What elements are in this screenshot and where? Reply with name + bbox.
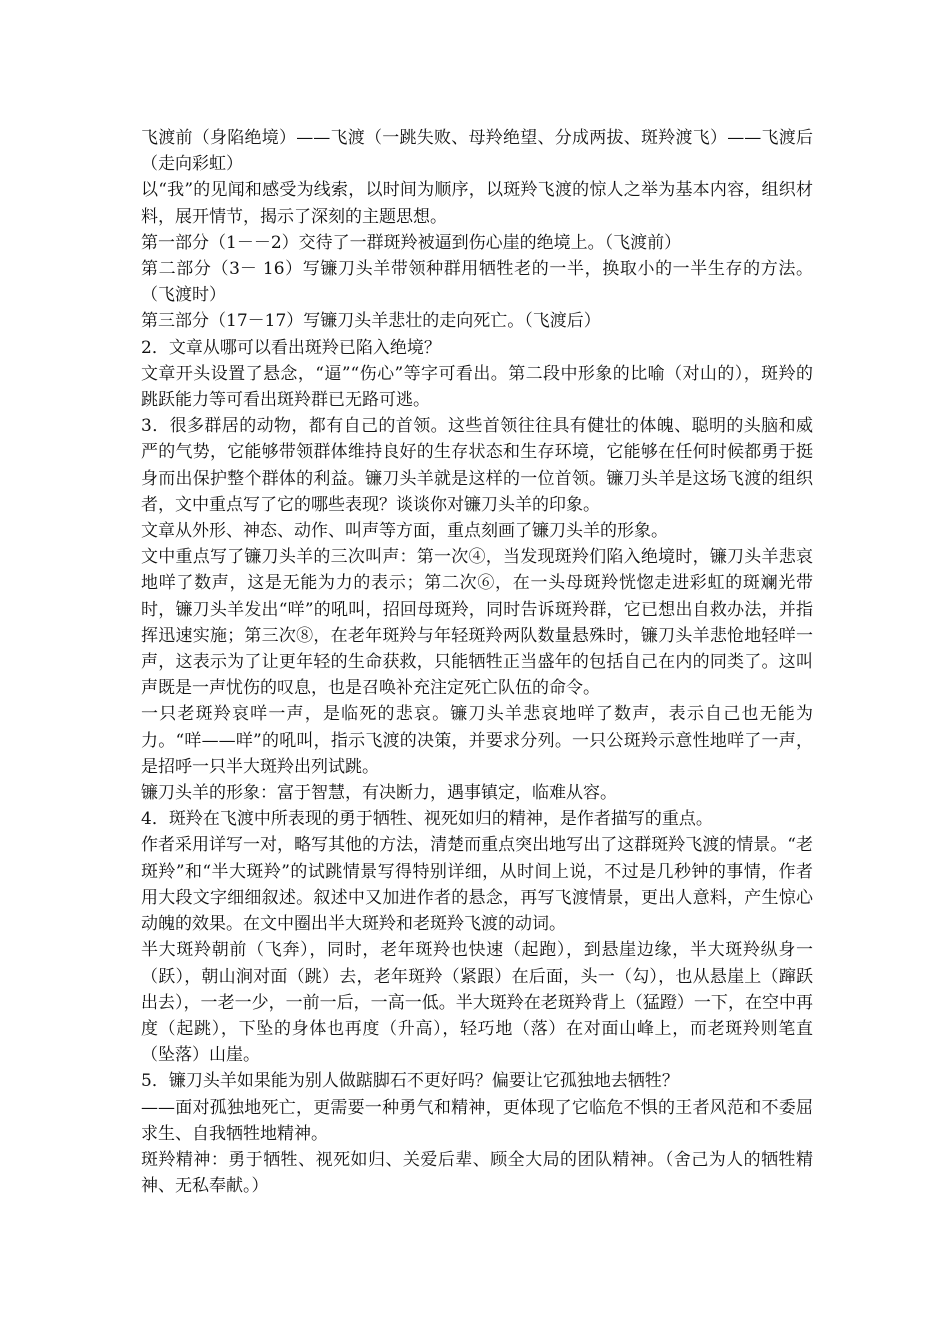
paragraph-part-one: 第一部分（1－－2）交待了一群斑羚被逼到伤心崖的绝境上。（飞渡前） xyxy=(141,232,682,253)
antelope-spirit: 斑羚精神：勇于牺牲、视死如归、关爱后辈、顾全大局的团队精神。（舍己为人的牺牲精神、无私奉献。） xyxy=(141,1149,813,1197)
paragraph-part-three: 第三部分（17－17）写镰刀头羊悲壮的走向死亡。（飞渡后） xyxy=(141,311,601,332)
answer-3-image: 镰刀头羊的形象：富于智慧，有决断力，遇事镇定，临难从容。 xyxy=(141,783,617,804)
answer-4-method: 作者采用详写一对，略写其他的方法，清楚而重点突出地写出了这群斑羚飞渡的情景。“老斑羚”和“半大斑羚”的试跳情景写得特别详细，从时间上说，不过是几秒钟的事情，作者用大段文字细细叙述。叙述中又加进作者的悬念，再写飞渡情景，更出人意料，产生惊心动魄的效果。在文中圈出半大斑羚和老斑羚飞渡的动词。 xyxy=(141,835,813,935)
paragraph-clue-and-order: 以“我”的见闻和感受为线索，以时间为顺序，以斑羚飞渡的惊人之举为基本内容，组织材料，展开情节，揭示了深刻的主题思想。 xyxy=(141,180,813,227)
answer-3-calls-meaning: 一只老斑羚哀咩一声，是临死的悲哀。镰刀头羊悲哀地咩了数声，表示自己也无能为力。“咩——咩”的吼叫，指示飞渡的决策，并要求分列。一只公斑羚示意性地咩了一声，是招呼一只半大斑羚出列试跳。 xyxy=(141,704,813,777)
question-3: 3．很多群居的动物，都有自己的首领。这些首领往往具有健壮的体魄、聪明的头脑和威严的气势，它能够带领群体维持良好的生存状态和生存环境，它能够在任何时候都勇于挺身而出保护整个群体的利益。镰刀头羊就是这样的一位首领。镰刀头羊是这场飞渡的组织者，文中重点写了它的哪些表现？谈谈你对镰刀头羊的印象。 xyxy=(141,416,813,515)
answer-5: ——面对孤独地死亡，更需要一种勇气和精神，更体现了它临危不惧的王者风范和不委屈求生、自我牺牲地精神。 xyxy=(141,1097,813,1144)
paragraph-structure-outline: 飞渡前（身陷绝境）——飞渡（一跳失败、母羚绝望、分成两拔、斑羚渡飞）——飞渡后（走向彩虹） xyxy=(141,128,813,175)
question-2: 2．文章从哪可以看出斑羚已陷入绝境？ xyxy=(141,337,441,358)
answer-2: 文章开头设置了悬念，“逼”“伤心”等字可看出。第二段中形象的比喻（对山的），斑羚的跳跃能力等可看出斑羚群已无路可逃。 xyxy=(141,363,813,411)
document-body xyxy=(141,125,813,1199)
answer-3-intro: 文章从外形、神态、动作、叫声等方面，重点刻画了镰刀头羊的形象。 xyxy=(141,521,668,542)
paragraph-part-two: 第二部分（3－ 16）写镰刀头羊带领种群用牺牲老的一半，换取小的一半生存的方法。（飞渡时） xyxy=(141,259,813,306)
answer-3-three-calls: 文中重点写了镰刀头羊的三次叫声：第一次④，当发现斑羚们陷入绝境时，镰刀头羊悲哀地咩了数声，这是无能为力的表示；第二次⑥，在一头母斑羚恍惚走进彩虹的斑斓光带时，镰刀头羊发出“咩”的吼叫，招回母斑羚，同时告诉斑羚群，它已想出自救办法，并指挥迅速实施；第三次⑧，在老年斑羚与年轻斑羚两队数量悬殊时，镰刀头羊悲怆地轻咩一声，这表示为了让更年轻的生命获救，只能牺牲正当盛年的包括自己在内的同类了。这叫声既是一声忧伤的叹息，也是召唤补充注定死亡队伍的命令。 xyxy=(141,547,813,699)
question-5: 5．镰刀头羊如果能为别人做踮脚石不更好吗？偏要让它孤独地去牺牲？ xyxy=(141,1071,679,1092)
question-4: 4．斑羚在飞渡中所表现的勇于牺牲、视死如归的精神，是作者描写的重点。 xyxy=(141,809,713,830)
answer-4-verbs: 半大斑羚朝前（飞奔），同时，老年斑羚也快速（起跑），到悬崖边缘，半大斑羚纵身一（跃），朝山涧对面（跳）去，老年斑羚（紧跟）在后面，头一（勾），也从悬崖上（蹿跃出去），一老一少，一前一后，一高一低。半大斑羚在老斑羚背上（猛蹬）一下，在空中再度（起跳），下坠的身体也再度（升高），轻巧地（落）在对面山峰上，而老斑羚则笔直（坠落）山崖。 xyxy=(141,940,813,1066)
